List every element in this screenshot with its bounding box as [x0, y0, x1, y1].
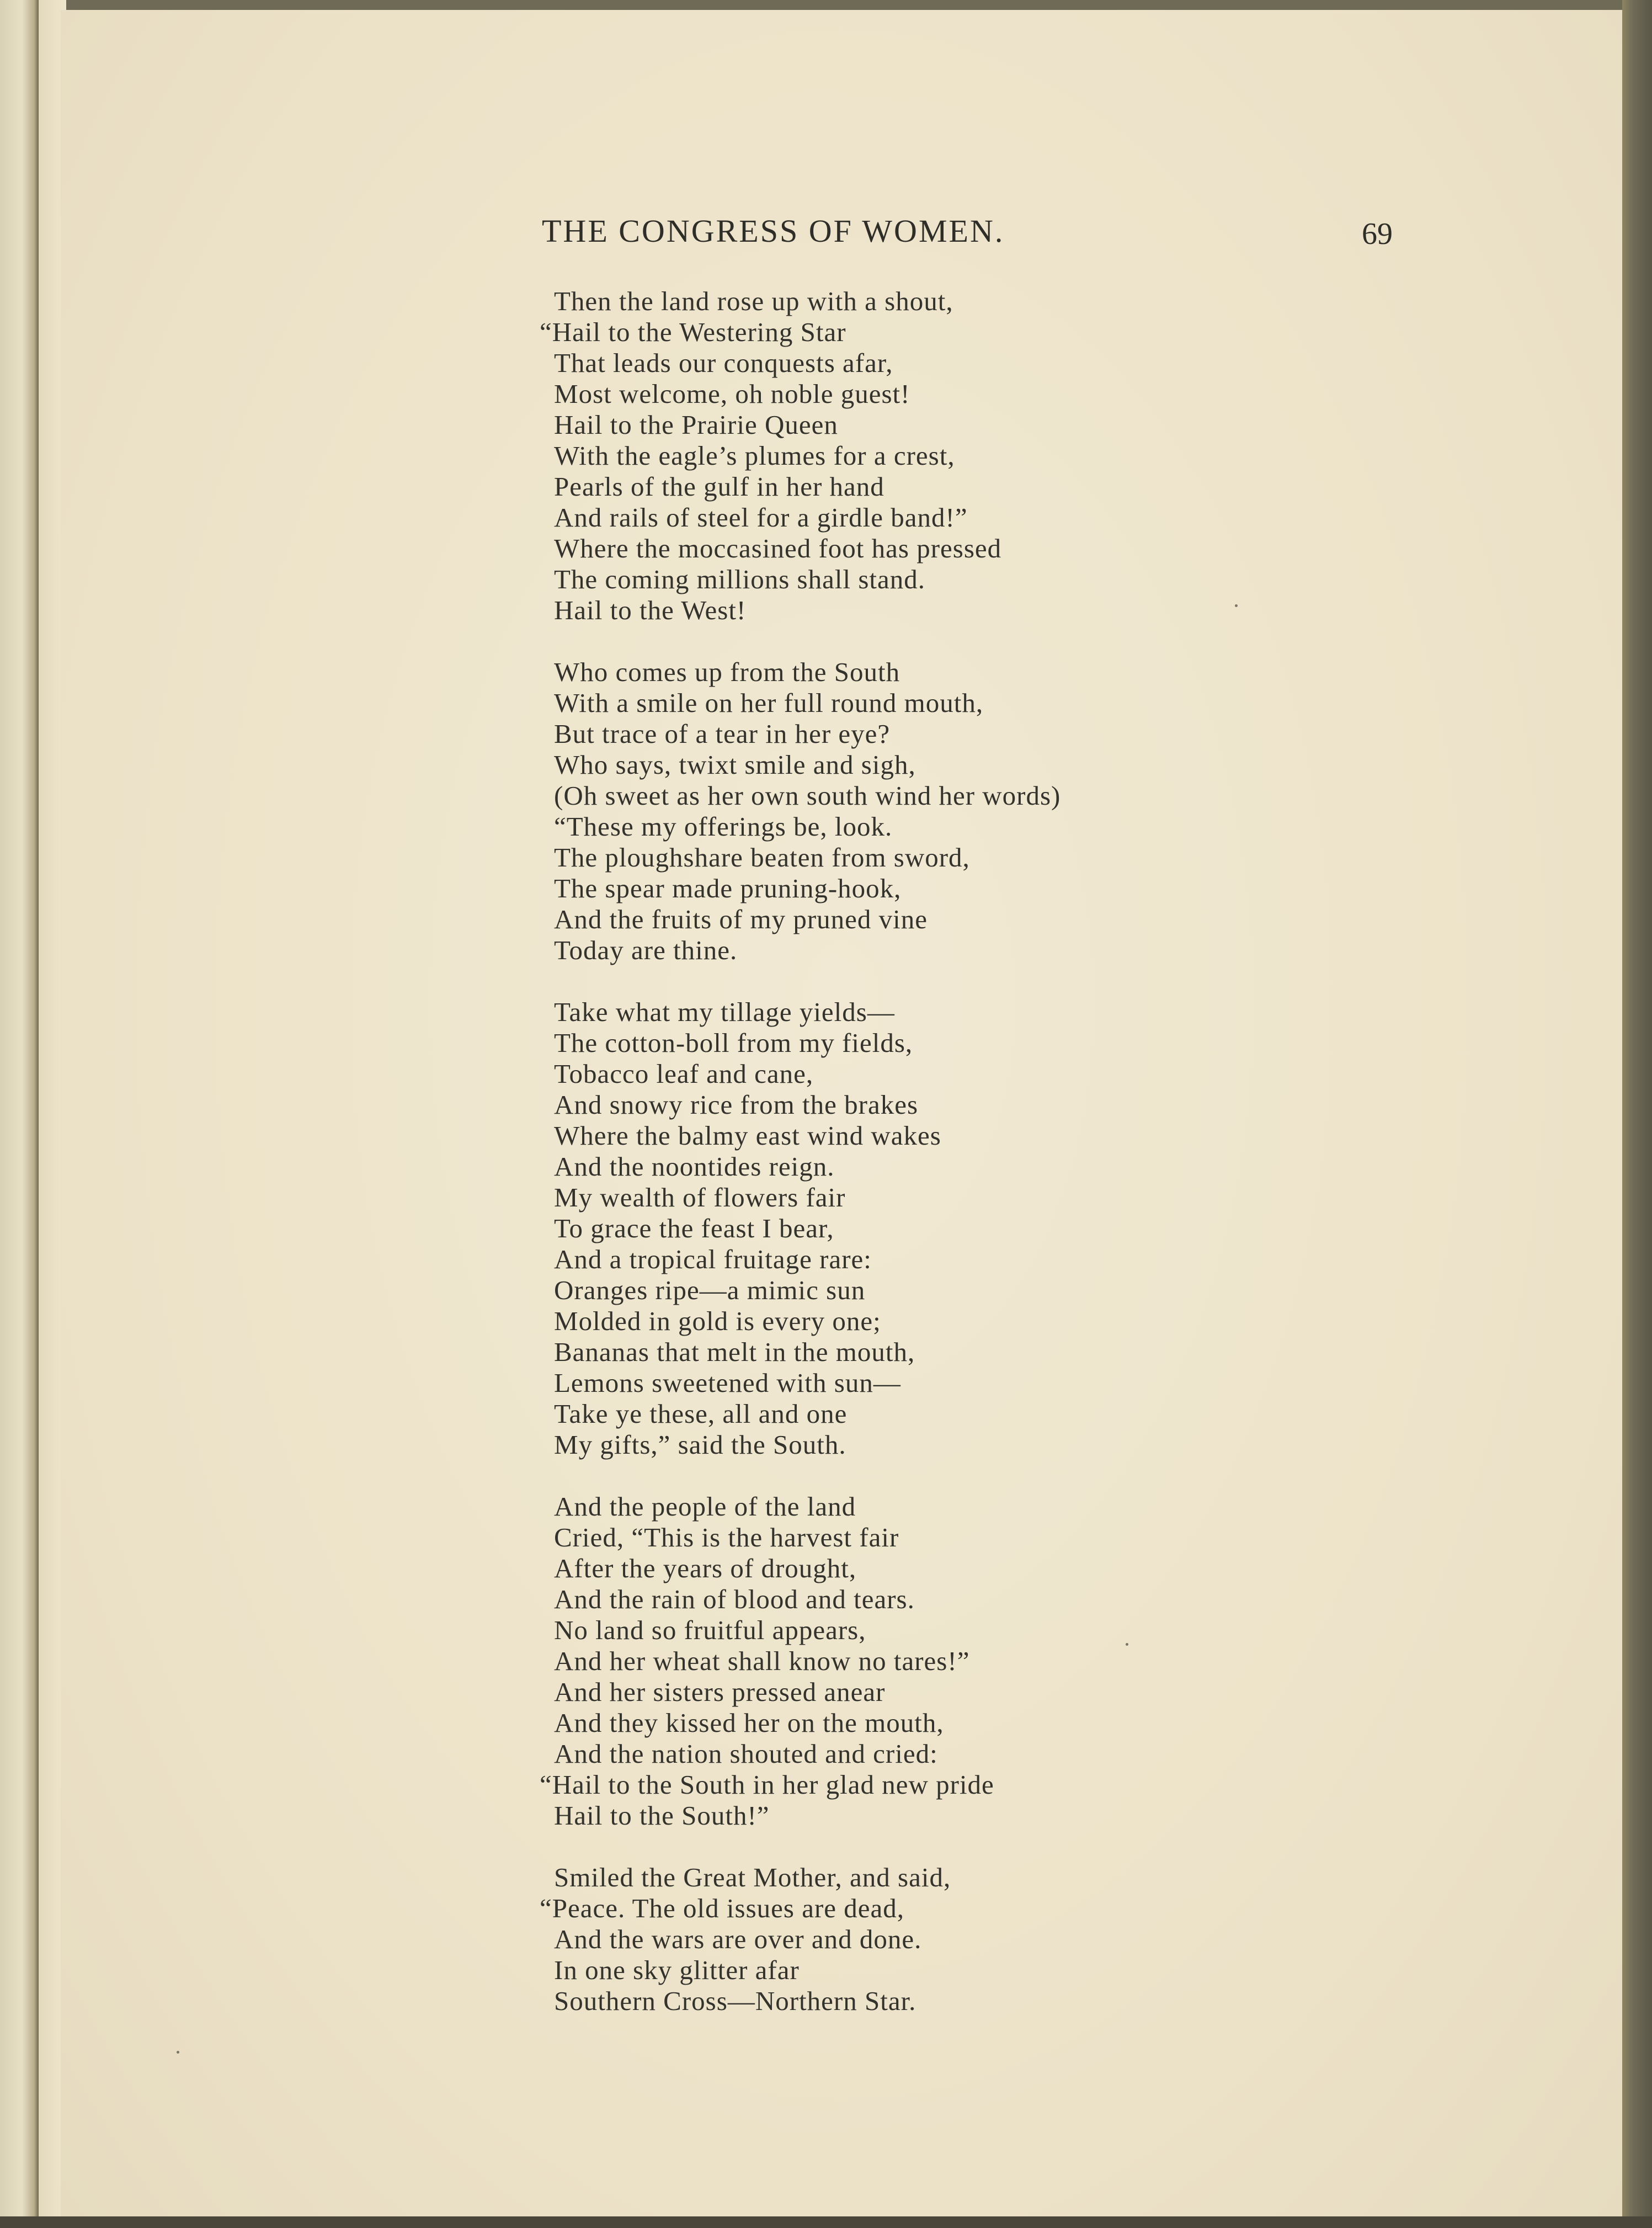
poem-line: The cotton-boll from my fields,	[554, 1028, 913, 1058]
poem-line: And rails of steel for a girdle band!”	[554, 502, 968, 533]
stanza	[540, 1491, 1382, 1831]
poem-line: Who comes up from the South	[554, 657, 900, 687]
poem-line: And the noontides reign.	[554, 1151, 835, 1182]
poem-line: And the wars are over and done.	[554, 1924, 922, 1954]
book-binding	[0, 0, 39, 2228]
poem-line: The spear made pruning-hook,	[554, 873, 902, 903]
poem-line: Oranges ripe—a mimic sun	[554, 1275, 866, 1305]
poem-line: Cried, “This is the harvest fair	[554, 1522, 899, 1552]
poem-line: “Peace. The old issues are dead,	[540, 1893, 905, 1923]
poem-line: And the rain of blood and tears.	[554, 1584, 915, 1614]
poem-line: The ploughshare beaten from sword,	[554, 842, 970, 873]
book-top-edge	[0, 0, 1652, 10]
paper-speck	[177, 2051, 179, 2054]
poem-line: In one sky glitter afar	[554, 1955, 800, 1985]
poem-line: That leads our conquests afar,	[554, 348, 893, 378]
poem-line: And the people of the land	[554, 1491, 856, 1522]
poem-line: “These my offerings be, look.	[554, 811, 893, 842]
poem-line: And her wheat shall know no tares!”	[554, 1646, 970, 1676]
poem	[540, 286, 1382, 2048]
page-number: 69	[1362, 217, 1393, 251]
stanza	[540, 286, 1382, 626]
poem-line: My wealth of flowers fair	[554, 1182, 846, 1213]
poem-line: Where the balmy east wind wakes	[554, 1120, 941, 1151]
poem-line: Pearls of the gulf in her hand	[554, 471, 884, 502]
poem-line: (Oh sweet as her own south wind her words)	[554, 780, 1061, 811]
stanza	[554, 997, 1382, 1460]
poem-line: To grace the feast I bear,	[554, 1213, 834, 1243]
poem-line: Today are thine.	[554, 935, 738, 965]
poem-line: Most welcome, oh noble guest!	[554, 379, 910, 409]
poem-line: After the years of drought,	[554, 1553, 857, 1583]
poem-line: And the fruits of my pruned vine	[554, 904, 928, 934]
poem-line: With the eagle’s plumes for a crest,	[554, 440, 955, 471]
paper-speck	[1126, 1643, 1128, 1646]
book-bottom-edge	[0, 2216, 1652, 2228]
poem-line: Smiled the Great Mother, and said,	[554, 1862, 951, 1892]
poem-line: Molded in gold is every one;	[554, 1306, 881, 1336]
poem-line: Hail to the West!	[554, 595, 747, 625]
poem-line: Bananas that melt in the mouth,	[554, 1337, 915, 1367]
stanza	[540, 1862, 1382, 2017]
poem-line: And snowy rice from the brakes	[554, 1089, 919, 1120]
poem-line: And they kissed her on the mouth,	[554, 1708, 944, 1738]
poem-line: Who says, twixt smile and sigh,	[554, 749, 916, 780]
poem-line: Take what my tillage yields—	[554, 997, 895, 1027]
poem-line: Where the moccasined foot has pressed	[554, 533, 1002, 563]
poem-line: Tobacco leaf and cane,	[554, 1059, 814, 1089]
poem-line: Take ye these, all and one	[554, 1399, 848, 1429]
poem-line: The coming millions shall stand.	[554, 564, 926, 594]
poem-line: No land so fruitful appears,	[554, 1615, 866, 1645]
stanza	[554, 657, 1382, 966]
poem-line: And a tropical fruitage rare:	[554, 1244, 872, 1274]
poem-line: My gifts,” said the South.	[554, 1429, 846, 1460]
paper-speck	[1235, 604, 1238, 607]
poem-line: Southern Cross—Northern Star.	[554, 1986, 916, 2016]
poem-line: Lemons sweetened with sun—	[554, 1368, 901, 1398]
poem-line: “Hail to the Westering Star	[540, 317, 846, 347]
poem-line: Hail to the Prairie Queen	[554, 410, 838, 440]
book-right-edge	[1622, 0, 1652, 2228]
poem-line: Hail to the South!”	[554, 1800, 770, 1831]
poem-line: With a smile on her full round mouth,	[554, 688, 984, 718]
poem-line: Then the land rose up with a shout,	[554, 286, 953, 316]
poem-line: But trace of a tear in her eye?	[554, 719, 891, 749]
poem-line: And the nation shouted and cried:	[554, 1738, 938, 1769]
poem-line: And her sisters pressed anear	[554, 1677, 886, 1707]
poem-line: “Hail to the South in her glad new pride	[540, 1769, 994, 1800]
running-title: THE CONGRESS OF WOMEN.	[542, 213, 1005, 249]
